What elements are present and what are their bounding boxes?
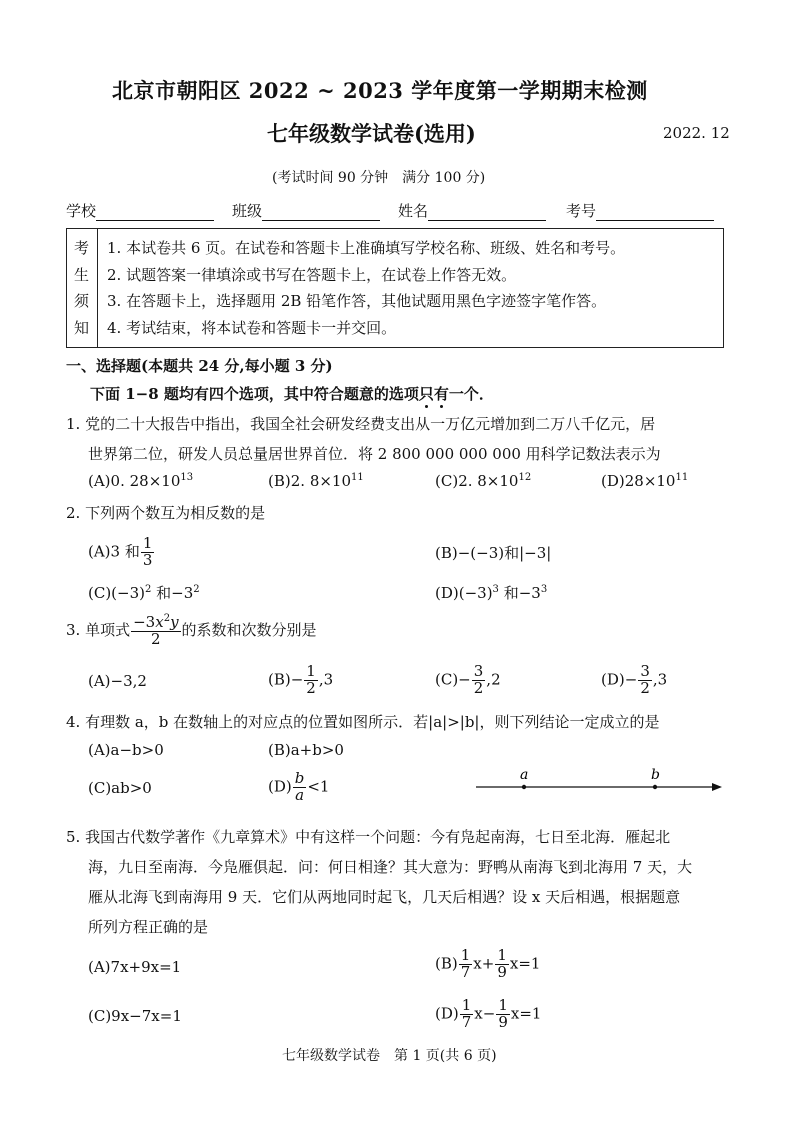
arrow-head-icon — [712, 783, 722, 791]
emphasis-char: 有 — [433, 385, 449, 403]
q5-option-a: (A)7x+9x=1 — [88, 958, 182, 976]
number-line-figure — [474, 764, 724, 798]
q5-stem-line: 5. 我国古代数学著作《九章算术》中有这样一个问题：今有凫起南海，七日至北海．雁起北 — [66, 828, 671, 846]
fraction: $\frac{1}{7}$ — [461, 996, 472, 1031]
fraction: $\frac{3}{2}$ — [473, 662, 484, 697]
fraction: $\frac{-3x^2y}{2}$ — [133, 613, 179, 648]
q4-option-b: (B)a+b>0 — [268, 741, 344, 759]
fraction: $\frac{1}{9}$ — [498, 996, 508, 1031]
fraction: $\frac{1}{3}$ — [142, 534, 153, 569]
field-school — [66, 200, 214, 221]
field-name — [398, 200, 546, 221]
notice-item: 4. 考试结束，将本试卷和答题卡一并交回。 — [107, 319, 397, 337]
q3-option-b: (B)− $\frac{1}{2}$ ,3 — [268, 662, 334, 697]
q3-option-d: (D)− $\frac{3}{2}$ ,3 — [601, 662, 668, 697]
q2-option-b: (B)−(−3)和|−3| — [435, 544, 552, 562]
side-char: 考 — [74, 239, 90, 257]
blank-line — [262, 206, 380, 221]
page-footer: 七年级数学试卷 第 1 页(共 6 页) — [282, 1048, 497, 1064]
blank-line — [96, 206, 214, 221]
instruction-text: 一个． — [448, 385, 494, 403]
q4-option-a: (A)a−b>0 — [88, 741, 164, 759]
fraction: $\frac{1}{2}$ — [306, 662, 316, 697]
q5-option-c: (C)9x−7x=1 — [88, 1007, 182, 1025]
notice-box — [66, 228, 724, 348]
section-heading: 一、选择题(本题共 24 分,每小题 3 分) — [66, 357, 333, 375]
side-char: 生 — [74, 266, 90, 284]
blank-line — [596, 206, 714, 221]
q5-stem-line: 雁从北海飞到南海用 9 天．它们从两地同时起飞，几天后相遇？设 x 天后相遇，根据题意 — [88, 888, 681, 906]
q1-option-d: $(D)28\times 10^{11}$ — [601, 472, 689, 490]
fraction: $\frac{3}{2}$ — [640, 662, 650, 697]
q1-option-b: (B)2. $8\times 10^{11}$ — [268, 472, 364, 490]
field-class — [232, 200, 380, 221]
q5-option-d: (D) $\frac{1}{7}$ x− $\frac{1}{9}$ x=1 — [435, 996, 542, 1031]
q2-option-d: $(D)(-3)^3$ 和$-3^3$ — [435, 584, 548, 602]
q4-option-c: (C)ab>0 — [88, 779, 152, 797]
q4-stem: 4. 有理数 a，b 在数轴上的对应点的位置如图所示．若|a|>|b|，则下列结论一定成立的是 — [66, 713, 660, 731]
fraction: $\frac{1}{9}$ — [497, 946, 507, 981]
notice-item: 2. 试题答案一律填涂或书写在答题卡上，在试卷上作答无效。 — [107, 266, 517, 284]
field-label: 姓名 — [398, 202, 429, 220]
exam-date: 2022. 12 — [663, 124, 730, 142]
blank-line — [428, 206, 546, 221]
field-label: 班级 — [232, 202, 263, 220]
q1-option-c: (C)2. $8\times 10^{12}$ — [435, 472, 532, 490]
q2-option-a: (A)3 和 $\frac{1}{3}$ — [88, 534, 153, 569]
field-label: 学校 — [66, 202, 97, 220]
q5-stem-line: 所列方程正确的是 — [88, 918, 209, 936]
instruction-text: 下面 1−8 题均有四个选项，其中符合题意的选项 — [90, 385, 419, 403]
q5-stem-line: 海，九日至南海．今凫雁俱起．问：何日相逢？其大意为：野鸭从南海飞到北海用 7 天，大 — [88, 858, 693, 876]
q2-stem: 2. 下列两个数互为相反数的是 — [66, 504, 266, 522]
section-instruction — [90, 383, 494, 404]
q4-option-d: (D) $\frac{b}{a}$ <1 — [268, 769, 330, 804]
q3-option-c: (C)− $\frac{3}{2}$ ,2 — [435, 662, 501, 697]
q2-option-c: $(C)(-3)^2$ 和$-3^2$ — [88, 584, 200, 602]
point-a — [522, 785, 526, 789]
q1-stem-line: 1. 党的二十大报告中指出，我国全社会研发经费支出从一万亿元增加到二万八千亿元，居 — [66, 415, 656, 433]
fraction: $\frac{1}{7}$ — [460, 946, 471, 981]
emphasis-char: 只 — [418, 385, 434, 403]
q3-stem: 3. 单项式 $\frac{-3x^2y}{2}$ 的系数和次数分别是 — [66, 613, 317, 648]
point-b — [653, 785, 657, 789]
side-char: 知 — [74, 319, 90, 337]
label-b: b — [651, 767, 660, 783]
exam-title: 北京市朝阳区 2022 ~ 2023 学年度第一学期期末检测 — [112, 78, 648, 103]
notice-item: 1. 本试卷共 6 页。在试卷和答题卡上准确填写学校名称、班级、姓名和考号。 — [107, 239, 626, 257]
notice-item: 3. 在答题卡上，选择题用 2B 铅笔作答，其他试题用黑色字迹签字笔作答。 — [107, 292, 607, 310]
q5-option-b: (B) $\frac{1}{7}$ x+ $\frac{1}{9}$ x=1 — [435, 946, 541, 981]
notice-side-label — [67, 229, 98, 347]
fraction: $\frac{b}{a}$ — [294, 769, 305, 804]
field-label: 考号 — [566, 202, 597, 220]
q3-option-a: (A)−3,2 — [88, 672, 147, 690]
q1-option-a: (A)0. $28\times 10^{13}$ — [88, 472, 194, 490]
label-a: a — [520, 767, 529, 783]
paper-subtitle: 七年级数学试卷(选用) — [267, 121, 476, 146]
field-exam-number — [566, 200, 714, 221]
side-char: 须 — [74, 292, 90, 310]
exam-info: (考试时间 90 分钟 满分 100 分) — [272, 170, 486, 186]
q1-stem-line: 世界第二位，研发人员总量居世界首位．将 2 800 000 000 000 用科学记数法表示为 — [88, 445, 661, 463]
